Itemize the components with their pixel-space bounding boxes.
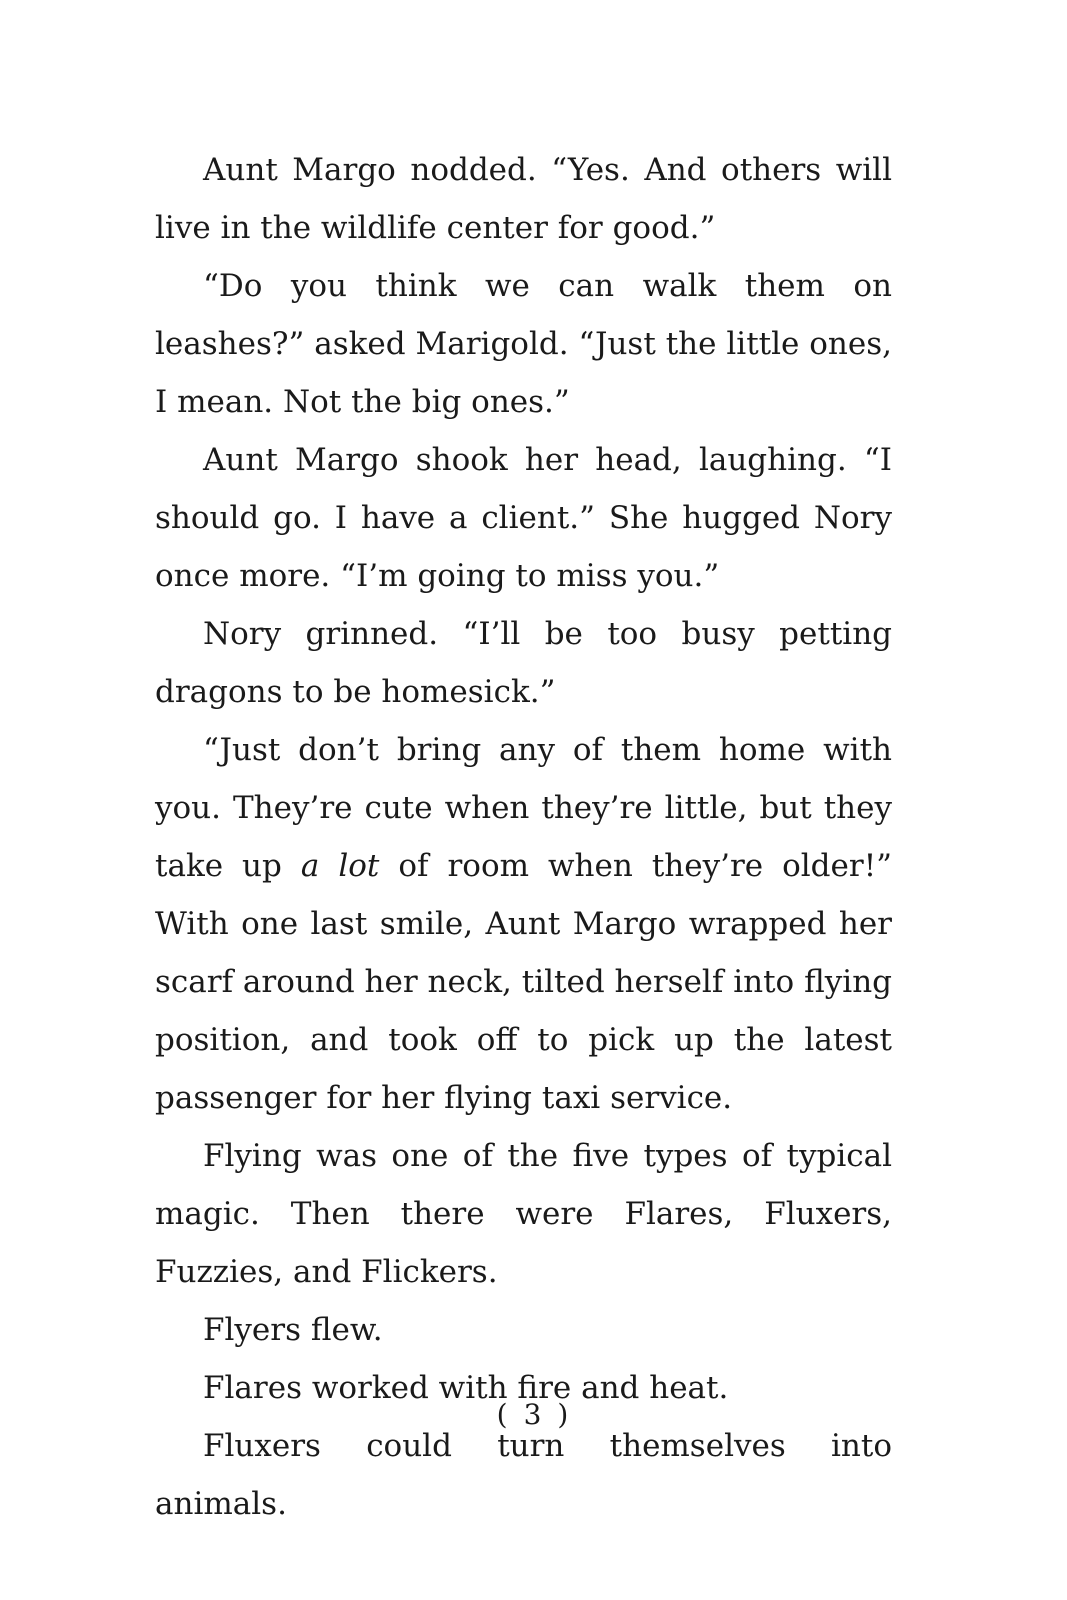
page-number-value: 3 (523, 1398, 544, 1431)
paragraph-5-before: “Just don’t bring any of them home with you. They’re cute when they’re little, but they take up (155, 732, 892, 884)
paragraph-5-emphasis: a lot (300, 848, 380, 884)
paragraph-1: Aunt Margo nodded. “Yes. And others will live in the wildlife center for good.” (155, 152, 892, 246)
paragraph-9: Fluxers could turn themselves into animals. (155, 1428, 892, 1522)
paragraph-3: Aunt Margo shook her head, laughing. “I should go. I have a client.” She hugged Nory once more. “I’m going to miss you.” (155, 442, 892, 594)
paragraph-7: Flyers flew. (203, 1312, 383, 1348)
paragraph-6: Flying was one of the five types of typical magic. Then there were Flares, Fluxers, Fuzzies, and Flickers. (155, 1138, 892, 1290)
paragraph-8: Flares worked with fire and heat. (203, 1370, 729, 1406)
paragraph-5-after: of room when they’re older!” With one last smile, Aunt Margo wrapped her scarf around her neck, tilted herself into flying position, and took off to pick up the latest passenger for her flying taxi service. (155, 848, 893, 1116)
paragraph-4: Nory grinned. “I’ll be too busy petting dragons to be homesick.” (155, 616, 892, 710)
page-number-close-paren: ) (557, 1398, 571, 1431)
paragraph-2: “Do you think we can walk them on leashes?” asked Marigold. “Just the little ones, I mean. Not the big ones.” (155, 268, 892, 420)
paragraph-5 (155, 721, 892, 1127)
page-number-open-paren: ( (496, 1398, 510, 1431)
page-number (0, 1398, 1067, 1431)
body-text (155, 141, 892, 1533)
